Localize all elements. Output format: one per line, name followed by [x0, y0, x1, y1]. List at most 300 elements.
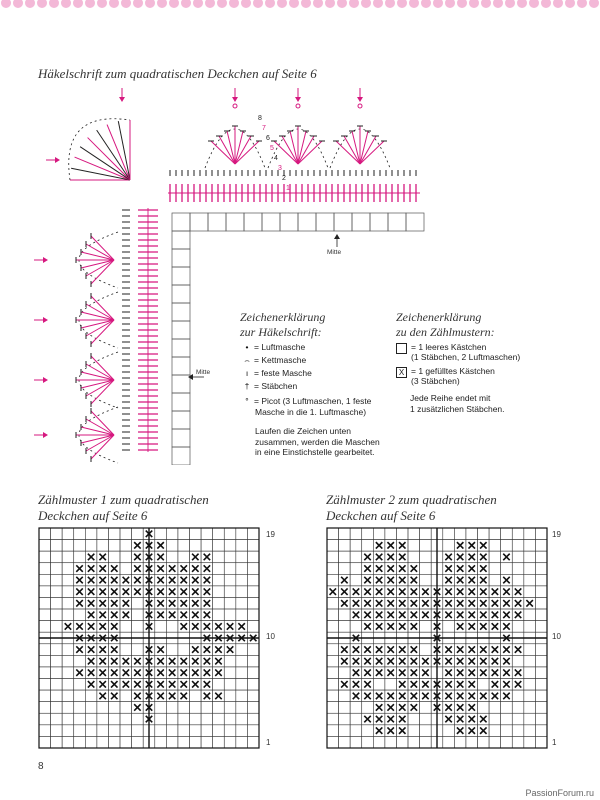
fan-spoke: [86, 380, 114, 396]
chart-square-top: [172, 213, 190, 231]
empty-cell: [51, 621, 63, 633]
empty-cell: [512, 540, 524, 552]
empty-cell: [327, 563, 339, 575]
chart-square-left: [172, 321, 190, 339]
empty-cell: [132, 528, 144, 540]
empty-cell: [74, 690, 86, 702]
empty-cell: [39, 563, 51, 575]
empty-cell: [224, 609, 236, 621]
empty-cell: [39, 644, 51, 656]
empty-cell: [166, 713, 178, 725]
empty-cell: [108, 725, 120, 737]
empty-cell: [420, 725, 432, 737]
legend-item-2: [240, 355, 306, 365]
empty-cell: [97, 736, 109, 748]
empty-cell: [327, 540, 339, 552]
empty-cell: [420, 621, 432, 633]
empty-cell: [524, 586, 536, 598]
arrow-icon: [43, 317, 48, 323]
empty-cell: [489, 736, 501, 748]
empty-cell: [166, 540, 178, 552]
empty-cell: [74, 713, 86, 725]
empty-cell: [120, 551, 132, 563]
empty-cell: [247, 655, 259, 667]
empty-cell: [512, 655, 524, 667]
empty-cell: [501, 563, 513, 575]
empty-cell: [420, 574, 432, 586]
fan-spoke: [290, 131, 298, 164]
empty-cell: [236, 644, 248, 656]
empty-cell: [190, 690, 202, 702]
empty-cell: [247, 713, 259, 725]
mitte-label-left: Mitte: [196, 369, 211, 376]
legend-item-label: = Picot (3 Luftmaschen, 1 feste: [254, 396, 372, 406]
empty-cell: [155, 725, 167, 737]
empty-cell: [62, 644, 74, 656]
empty-cell: [74, 540, 86, 552]
empty-cell: [535, 609, 547, 621]
empty-cell: [524, 667, 536, 679]
empty-cell: [224, 551, 236, 563]
empty-cell: [178, 540, 190, 552]
chart-square-left: [172, 447, 190, 465]
empty-cell: [178, 644, 190, 656]
fan-spoke: [298, 131, 306, 164]
empty-cell: [236, 725, 248, 737]
chart-square-top: [190, 213, 208, 231]
empty-cell: [350, 540, 362, 552]
empty-cell: [339, 528, 351, 540]
empty-cell: [51, 679, 63, 691]
empty-cell: [524, 644, 536, 656]
empty-cell: [408, 736, 420, 748]
empty-cell: [247, 551, 259, 563]
empty-cell: [420, 713, 432, 725]
empty-cell: [373, 736, 385, 748]
empty-cell: [74, 736, 86, 748]
empty-cell: [535, 690, 547, 702]
empty-cell: [108, 540, 120, 552]
empty-cell: [201, 540, 213, 552]
empty-cell: [339, 725, 351, 737]
empty-cell: [213, 540, 225, 552]
empty-cell: [213, 736, 225, 748]
legend-count-note: Jede Reihe endet mit 1 zusätzlichen Stäbchen.: [410, 393, 505, 414]
arrow-icon: [295, 97, 301, 102]
top-decorative-band: [0, 0, 600, 10]
empty-cell: [339, 563, 351, 575]
fan-spoke: [91, 380, 114, 404]
empty-cell: [489, 725, 501, 737]
empty-cell: [535, 586, 547, 598]
empty-cell: [512, 725, 524, 737]
empty-cell: [408, 551, 420, 563]
empty-cell: [350, 736, 362, 748]
chart-square-left: [172, 267, 190, 285]
chart-square-top: [226, 213, 244, 231]
empty-cell: [327, 644, 339, 656]
empty-cell: [236, 551, 248, 563]
empty-cell: [62, 655, 74, 667]
empty-box-icon: [396, 343, 407, 354]
empty-cell: [51, 655, 63, 667]
fan-spoke: [81, 260, 114, 268]
fan-spoke: [81, 372, 114, 380]
fan-spoke: [360, 131, 368, 164]
empty-cell: [155, 528, 167, 540]
empty-cell: [190, 713, 202, 725]
chart-square-top: [406, 213, 424, 231]
empty-cell: [201, 702, 213, 714]
empty-cell: [339, 713, 351, 725]
empty-cell: [97, 713, 109, 725]
chart-square-left: [172, 393, 190, 411]
empty-cell: [224, 528, 236, 540]
empty-cell: [512, 528, 524, 540]
legend-item-label: = Stäbchen: [254, 381, 298, 391]
empty-cell: [408, 725, 420, 737]
empty-cell: [327, 621, 339, 633]
row-number-6: 6: [266, 135, 270, 142]
chart-square-left: [172, 411, 190, 429]
double-crochet-icon: †: [244, 381, 250, 391]
empty-cell: [247, 528, 259, 540]
empty-cell: [224, 597, 236, 609]
empty-cell: [535, 574, 547, 586]
empty-cell: [120, 644, 132, 656]
empty-cell: [224, 702, 236, 714]
empty-cell: [524, 725, 536, 737]
empty-cell: [120, 540, 132, 552]
fan-spoke: [86, 304, 114, 320]
fan-spoke: [86, 260, 114, 276]
empty-cell: [166, 702, 178, 714]
empty-cell: [535, 644, 547, 656]
empty-cell: [166, 528, 178, 540]
empty-cell: [51, 563, 63, 575]
empty-cell: [396, 528, 408, 540]
empty-cell: [327, 667, 339, 679]
empty-cell: [97, 702, 109, 714]
fan-spoke: [235, 131, 243, 164]
chart-square-top: [280, 213, 298, 231]
empty-cell: [327, 690, 339, 702]
empty-cell: [190, 702, 202, 714]
empty-cell: [478, 528, 490, 540]
empty-cell: [339, 667, 351, 679]
empty-cell: [178, 713, 190, 725]
legend-item-label: = feste Masche: [254, 368, 312, 378]
empty-cell: [327, 574, 339, 586]
empty-cell: [524, 551, 536, 563]
empty-cell: [350, 563, 362, 575]
arrow-icon: [232, 97, 238, 102]
empty-cell: [524, 621, 536, 633]
empty-cell: [120, 563, 132, 575]
empty-cell: [236, 563, 248, 575]
empty-cell: [420, 702, 432, 714]
empty-cell: [51, 528, 63, 540]
empty-cell: [108, 736, 120, 748]
empty-cell: [327, 528, 339, 540]
empty-cell: [247, 667, 259, 679]
empty-cell: [362, 702, 374, 714]
empty-cell: [247, 586, 259, 598]
chart-square-top: [334, 213, 352, 231]
empty-cell: [166, 725, 178, 737]
fan-spoke: [91, 236, 114, 260]
empty-cell: [350, 528, 362, 540]
fan-spoke: [81, 320, 114, 328]
empty-cell: [39, 713, 51, 725]
empty-cell: [236, 679, 248, 691]
mitte-arrow-icon: [334, 234, 340, 239]
empty-cell: [120, 621, 132, 633]
chart-square-left: [172, 249, 190, 267]
fan-spoke: [91, 435, 114, 459]
empty-cell: [178, 725, 190, 737]
empty-cell: [466, 528, 478, 540]
empty-cell: [224, 574, 236, 586]
legend-crochet-note: Laufen die Zeichen unten zusammen, werden die Maschen in eine Einstichstelle gearbeitet.: [255, 426, 380, 457]
empty-cell: [501, 736, 513, 748]
empty-cell: [120, 736, 132, 748]
empty-cell: [62, 702, 74, 714]
empty-cell: [535, 528, 547, 540]
chart-square-left: [172, 303, 190, 321]
empty-cell: [236, 528, 248, 540]
empty-cell: [385, 528, 397, 540]
chart-square-left: [172, 231, 190, 249]
fan-spoke: [86, 244, 114, 260]
empty-cell: [327, 725, 339, 737]
empty-cell: [62, 667, 74, 679]
legend-item-label: = Luftmasche: [254, 342, 306, 352]
empty-cell: [247, 725, 259, 737]
arrow-icon: [55, 157, 60, 163]
empty-cell: [385, 679, 397, 691]
empty-cell: [512, 713, 524, 725]
empty-cell: [524, 574, 536, 586]
empty-cell: [85, 540, 97, 552]
empty-cell: [39, 621, 51, 633]
empty-cell: [85, 713, 97, 725]
chart-square-left: [172, 285, 190, 303]
empty-cell: [236, 702, 248, 714]
fan-spoke: [91, 260, 114, 284]
fan-spoke: [81, 312, 114, 320]
empty-cell: [373, 528, 385, 540]
empty-cell: [247, 679, 259, 691]
fan-spoke: [282, 136, 298, 164]
empty-cell: [408, 540, 420, 552]
empty-cell: [443, 528, 455, 540]
empty-cell: [39, 597, 51, 609]
empty-cell: [39, 702, 51, 714]
fan-spoke: [91, 356, 114, 380]
picot-icon: [358, 104, 362, 108]
empty-cell: [62, 586, 74, 598]
empty-cell: [132, 713, 144, 725]
empty-cell: [512, 702, 524, 714]
single-crochet-icon: ı: [245, 368, 249, 378]
empty-cell: [339, 736, 351, 748]
empty-cell: [62, 563, 74, 575]
empty-cell: [385, 736, 397, 748]
pattern1-row-1: 1: [266, 738, 271, 747]
empty-cell: [454, 528, 466, 540]
fan-spoke: [298, 136, 314, 164]
chart-square-left: [172, 429, 190, 447]
empty-cell: [224, 655, 236, 667]
chart-square-left: [172, 375, 190, 393]
picot-icon: °: [245, 396, 249, 406]
legend-filled-box: X = 1 gefülltes Kästchen (3 Stäbchen): [396, 366, 495, 386]
empty-cell: [350, 713, 362, 725]
empty-cell: [39, 725, 51, 737]
empty-cell: [213, 574, 225, 586]
pattern2-row-1: 1: [552, 738, 557, 747]
empty-cell: [512, 736, 524, 748]
legend-crochet-title: Zeichenerklärung zur Häkelschrift:: [240, 310, 326, 339]
arrow-icon: [43, 257, 48, 263]
empty-cell: [213, 597, 225, 609]
fan-spoke: [81, 435, 114, 443]
legend-item-1: [240, 342, 305, 352]
arrow-icon: [43, 432, 48, 438]
empty-cell: [420, 736, 432, 748]
fan-spoke: [86, 419, 114, 435]
fan-spoke: [235, 141, 259, 164]
empty-cell: [132, 736, 144, 748]
empty-cell: [51, 551, 63, 563]
pattern2-row-10: 10: [552, 632, 561, 641]
mitte-label-top: Mitte: [327, 249, 342, 256]
empty-cell: [132, 644, 144, 656]
empty-cell: [339, 702, 351, 714]
empty-cell: [489, 528, 501, 540]
chart-square-top: [370, 213, 388, 231]
empty-cell: [350, 574, 362, 586]
empty-cell: [224, 679, 236, 691]
empty-cell: [190, 725, 202, 737]
empty-cell: [120, 725, 132, 737]
fan-spoke: [219, 136, 235, 164]
empty-cell: [396, 736, 408, 748]
slip-stitch-icon: ⌢: [244, 355, 250, 365]
empty-cell: [51, 540, 63, 552]
empty-cell: [51, 690, 63, 702]
empty-cell: [535, 597, 547, 609]
fan-spoke: [81, 380, 114, 388]
count-pattern-2: [326, 527, 548, 749]
fan-spoke: [360, 141, 384, 164]
fan-spoke: [360, 136, 376, 164]
empty-cell: [51, 574, 63, 586]
empty-cell: [247, 563, 259, 575]
pattern2-row-19: 19: [552, 530, 561, 539]
empty-cell: [62, 528, 74, 540]
empty-cell: [120, 690, 132, 702]
empty-cell: [501, 725, 513, 737]
row-number-8: 8: [258, 115, 262, 122]
empty-cell: [155, 702, 167, 714]
empty-cell: [62, 713, 74, 725]
empty-cell: [178, 528, 190, 540]
empty-cell: [224, 586, 236, 598]
empty-cell: [247, 644, 259, 656]
legend-item-4: [240, 381, 297, 391]
empty-cell: [201, 736, 213, 748]
empty-cell: [501, 713, 513, 725]
empty-cell: [524, 528, 536, 540]
empty-cell: [489, 574, 501, 586]
empty-cell: [39, 574, 51, 586]
empty-cell: [501, 702, 513, 714]
fan-spoke: [298, 141, 322, 164]
empty-cell: [489, 551, 501, 563]
crochet-chart: [30, 80, 430, 465]
fan-spoke: [227, 131, 235, 164]
empty-cell: [132, 597, 144, 609]
empty-cell: [51, 644, 63, 656]
empty-cell: [62, 597, 74, 609]
empty-cell: [420, 528, 432, 540]
empty-cell: [535, 540, 547, 552]
empty-cell: [247, 702, 259, 714]
fan-spoke: [352, 131, 360, 164]
empty-cell: [327, 609, 339, 621]
empty-cell: [247, 597, 259, 609]
empty-cell: [62, 551, 74, 563]
empty-cell: [478, 679, 490, 691]
empty-cell: [339, 540, 351, 552]
empty-cell: [62, 540, 74, 552]
empty-cell: [443, 540, 455, 552]
empty-cell: [535, 679, 547, 691]
empty-cell: [466, 736, 478, 748]
legend-item-5: [240, 396, 371, 406]
empty-cell: [350, 621, 362, 633]
empty-cell: [247, 540, 259, 552]
empty-cell: [178, 736, 190, 748]
empty-cell: [512, 690, 524, 702]
pattern1-row-19: 19: [266, 530, 275, 539]
empty-cell: [247, 736, 259, 748]
count-pattern-1: [38, 527, 260, 749]
empty-cell: [350, 551, 362, 563]
empty-cell: [39, 551, 51, 563]
chart-square-top: [316, 213, 334, 231]
empty-cell: [373, 679, 385, 691]
row-number-4: 4: [274, 155, 278, 162]
corner-spoke: [88, 138, 130, 180]
fan-spoke: [211, 141, 235, 164]
empty-cell: [190, 736, 202, 748]
empty-cell: [489, 713, 501, 725]
empty-cell: [224, 736, 236, 748]
empty-cell: [327, 702, 339, 714]
empty-cell: [74, 679, 86, 691]
empty-cell: [85, 702, 97, 714]
chart-square-top: [244, 213, 262, 231]
empty-cell: [62, 609, 74, 621]
pattern2-heading: Zählmuster 2 zum quadratischen Deckchen auf Seite 6: [326, 492, 497, 523]
empty-cell: [339, 551, 351, 563]
picot-icon: [296, 104, 300, 108]
empty-cell: [236, 597, 248, 609]
empty-cell: [247, 690, 259, 702]
